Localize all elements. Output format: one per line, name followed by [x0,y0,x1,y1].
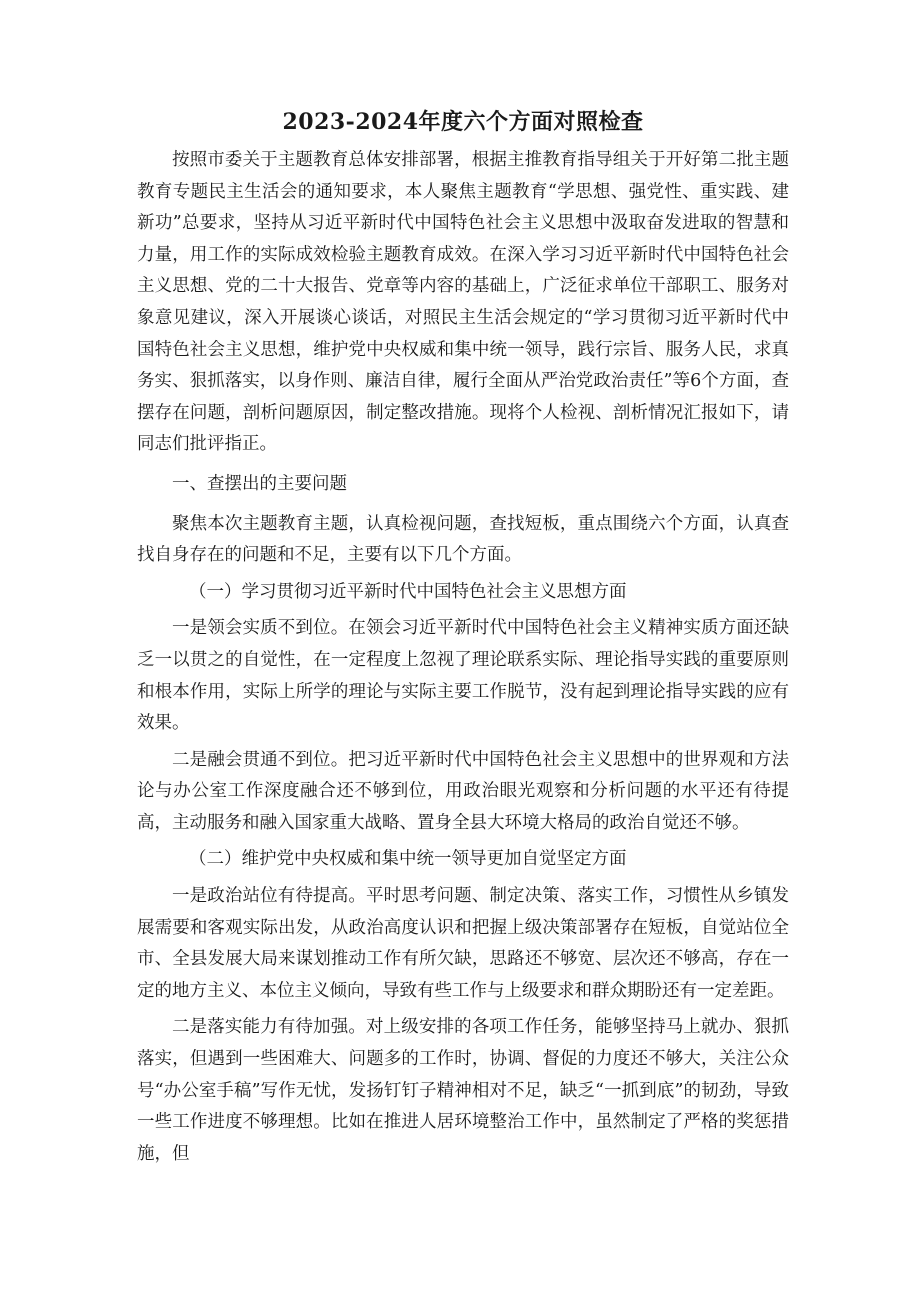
section-heading: 一、查摆出的主要问题 [172,473,347,494]
body-paragraph: 一是政治站位有待提高。平时思考问题、制定决策、落实工作，习惯性从乡镇发展需要和客观实际出发，从政治高度认识和把握上级决策部署存在短板，自觉站位全市、全县发展大局来谋划推动工作有所欠缺，思路还不够宽、层次还不够高，存在一定的地方主义、本位主义倾向，导致有些工作与上级要求和群众期盼还有一定差距。 [137,886,789,1001]
body-paragraph: 二是融会贯通不到位。把习近平新时代中国特色社会主义思想中的世界观和方法论与办公室工作深度融合还不够到位，用政治眼光观察和分析问题的水平还有待提高，主动服务和融入国家重大战略、置身全县大环境大格局的政治自觉还不够。 [137,749,789,833]
intro-paragraph: 按照市委关于主题教育总体安排部署，根据主推教育指导组关于开好第二批主题教育专题民主生活会的通知要求，本人聚焦主题教育“学思想、强党性、重实践、建新功”总要求，坚持从习近平新时代中国特色社会主义思想中汲取奋发进取的智慧和力量，用工作的实际成效检验主题教育成效。在深入学习习近平新时代中国特色社会主义思想、党的二十大报告、党章等内容的基础上，广泛征求单位干部职工、服务对象意见建议，深入开展谈心谈话，对照民主生活会规定的“学习贯彻习近平新时代中国特色社会主义思想，维护党中央权威和集中统一领导，践行宗旨、服务人民，求真务实、狠抓落实，以身作则、廉洁自律，履行全面从严治党政治责任”等6个方面，查摆存在问题，剖析问题原因，制定整改措施。现将个人检视、剖析情况汇报如下，请同志们批评指正。 [137,150,789,455]
document-page [137,104,789,1170]
section-intro-paragraph: 聚焦本次主题教育主题，认真检视问题，查找短板，重点围绕六个方面，认真查找自身存在的问题和不足，主要有以下几个方面。 [137,513,789,566]
subsection-heading: （一）学习贯彻习近平新时代中国特色社会主义思想方面 [189,581,627,602]
document-title: 2023-2024年度六个方面对照检查 [282,109,644,135]
body-paragraph: 一是领会实质不到位。在领会习近平新时代中国特色社会主义精神实质方面还缺乏一以贯之的自觉性，在一定程度上忽视了理论联系实际、理论指导实践的重要原则和根本作用，实际上所学的理论与实际主要工作脱节，没有起到理论指导实践的应有效果。 [137,618,789,734]
subsection-heading: （二）维护党中央权威和集中统一领导更加自觉坚定方面 [189,849,627,870]
body-paragraph: 二是落实能力有待加强。对上级安排的各项工作任务，能够坚持马上就办、狠抓落实，但遇到一些困难大、问题多的工作时，协调、督促的力度还不够大，关注公众号“办公室手稿”写作无忧，发扬钉钉子精神相对不足，缺乏“一抓到底”的韧劲，导致一些工作进度不够理想。比如在推进人居环境整治工作中，虽然制定了严格的奖惩措施，但 [137,1017,789,1164]
